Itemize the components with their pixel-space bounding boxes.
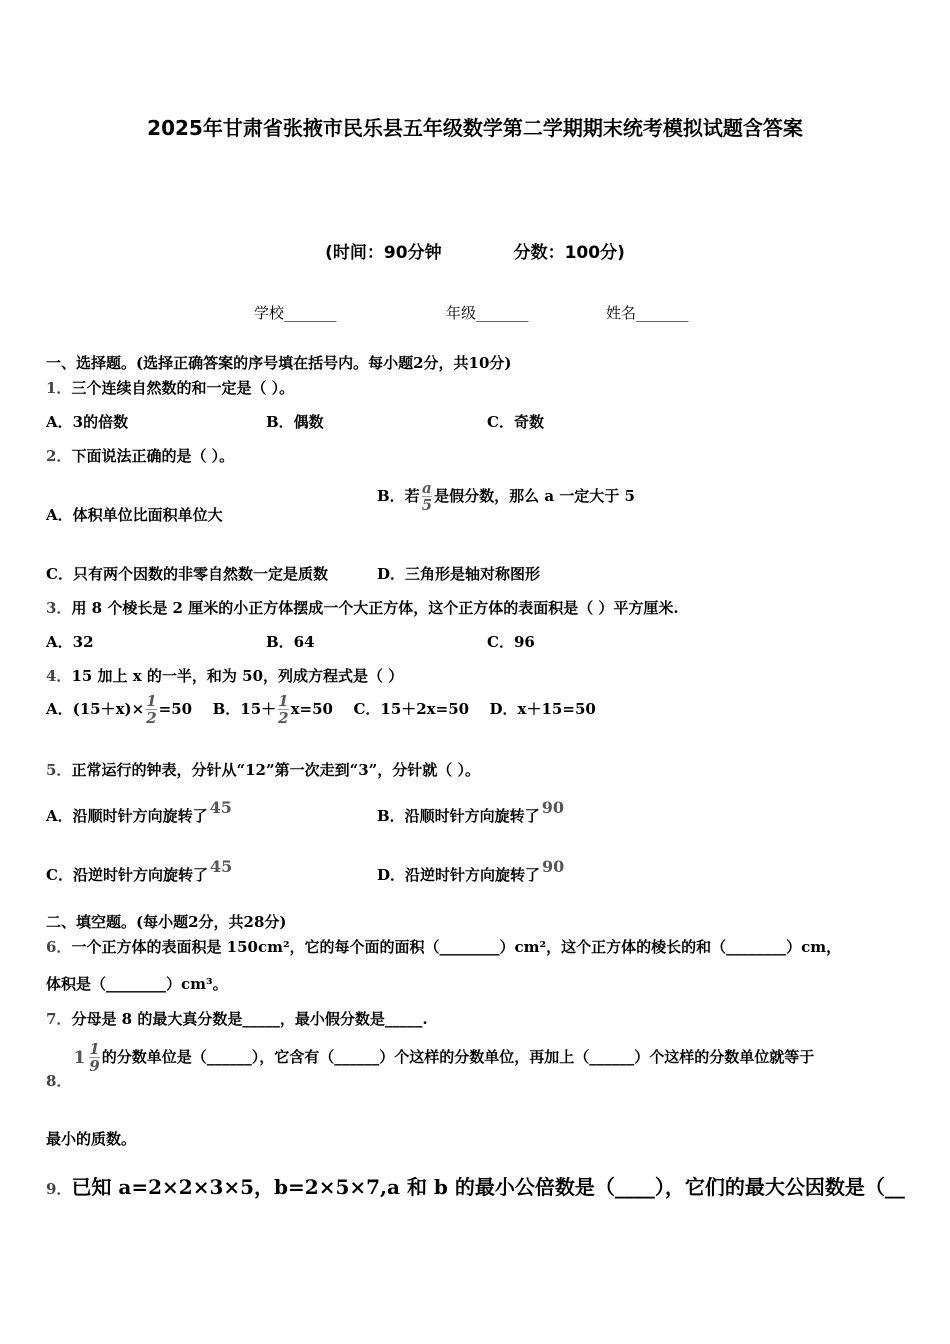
question-number: 5． [46,761,72,779]
angle-value: 90 [541,798,564,817]
question-5 [46,759,480,780]
question-text: 下面说法正确的是（ ）。 [71,447,235,465]
section1-heading: 一、选择题。(选择正确答案的序号填在括号内。每小题2分，共10分) [46,354,512,372]
question-number: 9． [46,1180,72,1198]
question-2 [46,445,234,466]
q1-option-a[interactable]: A．3的倍数 [46,413,129,431]
question-number: 7． [46,1010,72,1028]
q4-option-c[interactable]: C．15＋2x=50 [353,700,470,718]
question-text: 用 8 个棱长是 2 厘米的小正方体摆成一个大正方体，这个正方体的表面积是（ ）平方厘米. [71,599,679,617]
question-8 [46,1040,815,1090]
name-field[interactable]: 姓名_______ [606,304,689,322]
q4-option-d[interactable]: D．x＋15=50 [489,700,596,718]
question-number: 6． [46,938,72,956]
exam-score: 分数：100分) [513,243,625,263]
angle-value: 45 [209,798,232,817]
q5-option-c[interactable]: C．沿逆时针方向旋转了 45 [46,857,233,884]
fraction-one-half: $\frac{1}{2}$ [146,692,157,727]
question-text: 三个连续自然数的和一定是（ ）。 [71,379,295,397]
mixed-number: 1 [73,1047,86,1068]
q5-option-d[interactable]: D．沿逆时针方向旋转了 90 [377,857,565,884]
question-number: 8． [46,1072,72,1090]
question-7 [46,1008,428,1029]
question-text: 分母是 8 的最大真分数是_____，最小假分数是_____. [71,1010,428,1028]
q1-option-c[interactable]: C．奇数 [487,413,544,431]
q3-option-c[interactable]: C．96 [487,633,535,651]
question-3 [46,597,679,618]
q2-option-a[interactable]: A．体积单位比面积单位大 [46,506,223,524]
q1-option-b[interactable]: B．偶数 [266,413,324,431]
fraction-a-over-5: $\frac{a}{5}$ [421,479,433,514]
q4-option-a[interactable]: A．(15＋x)× $\frac{1}{2}$ =50 [46,692,193,727]
question-9 [46,1171,905,1200]
option-label: B．若 [377,487,420,505]
angle-value: 45 [209,857,233,876]
question-text: 15 加上 x 的一半，和为 50，列成方程式是（ ） [71,667,404,685]
q5-option-a[interactable]: A．沿顺时针方向旋转了 45 [46,798,232,825]
question-6 [46,936,841,957]
section2-heading: 二、填空题。(每小题2分，共28分) [46,913,287,931]
option-text: 是假分数，那么 a 一定大于 5 [434,487,635,505]
fraction-one-ninth: $\frac{1}{9}$ [89,1040,100,1075]
question-8-cont: 最小的质数。 [46,1130,137,1148]
question-number: 4． [46,667,72,685]
q4-options [46,694,596,726]
q2-option-d[interactable]: D．三角形是轴对称图形 [377,565,541,583]
q3-option-a[interactable]: A．32 [46,633,94,651]
question-text: 一个正方体的表面积是 150cm²，它的每个面的面积（________）cm²，这个正方体的棱长的和（________）cm， [71,938,842,956]
question-4 [46,665,403,686]
question-number: 3． [46,599,72,617]
grade-field[interactable]: 年级_______ [446,304,529,322]
exam-info [0,238,950,263]
school-field[interactable]: 学校_______ [254,304,337,322]
q4-option-b[interactable]: B．15＋ $\frac{1}{2}$ x=50 [212,692,333,727]
angle-value: 90 [542,857,565,876]
question-number: 2． [46,447,72,465]
question-6-cont: 体积是（________）cm³。 [46,975,228,993]
question-text: 正常运行的钟表，分针从“12”第一次走到“3”，分针就（ ）。 [71,761,480,779]
exam-time: (时间：90分钟 [325,243,442,263]
question-number: 1． [46,379,72,397]
document-title: 2025年甘肃省张掖市民乐县五年级数学第二学期期末统考模拟试题含答案 [147,116,803,140]
q2-option-b[interactable] [377,481,635,513]
fraction-one-half: $\frac{1}{2}$ [278,692,289,727]
question-text: 的分数单位是（______），它含有（______）个这样的分数单位，再加上（______）个这样的分数单位就等于 [101,1048,815,1066]
question-1 [46,377,294,398]
q3-option-b[interactable]: B．64 [266,633,315,651]
q2-option-c[interactable]: C．只有两个因数的非零自然数一定是质数 [46,565,328,583]
q5-option-b[interactable]: B．沿顺时针方向旋转了 90 [377,798,564,825]
question-text: 已知 a=2×2×3×5，b=2×5×7,a 和 b 的最小公倍数是（____），它们的最大公因数是（__ [71,1175,905,1199]
